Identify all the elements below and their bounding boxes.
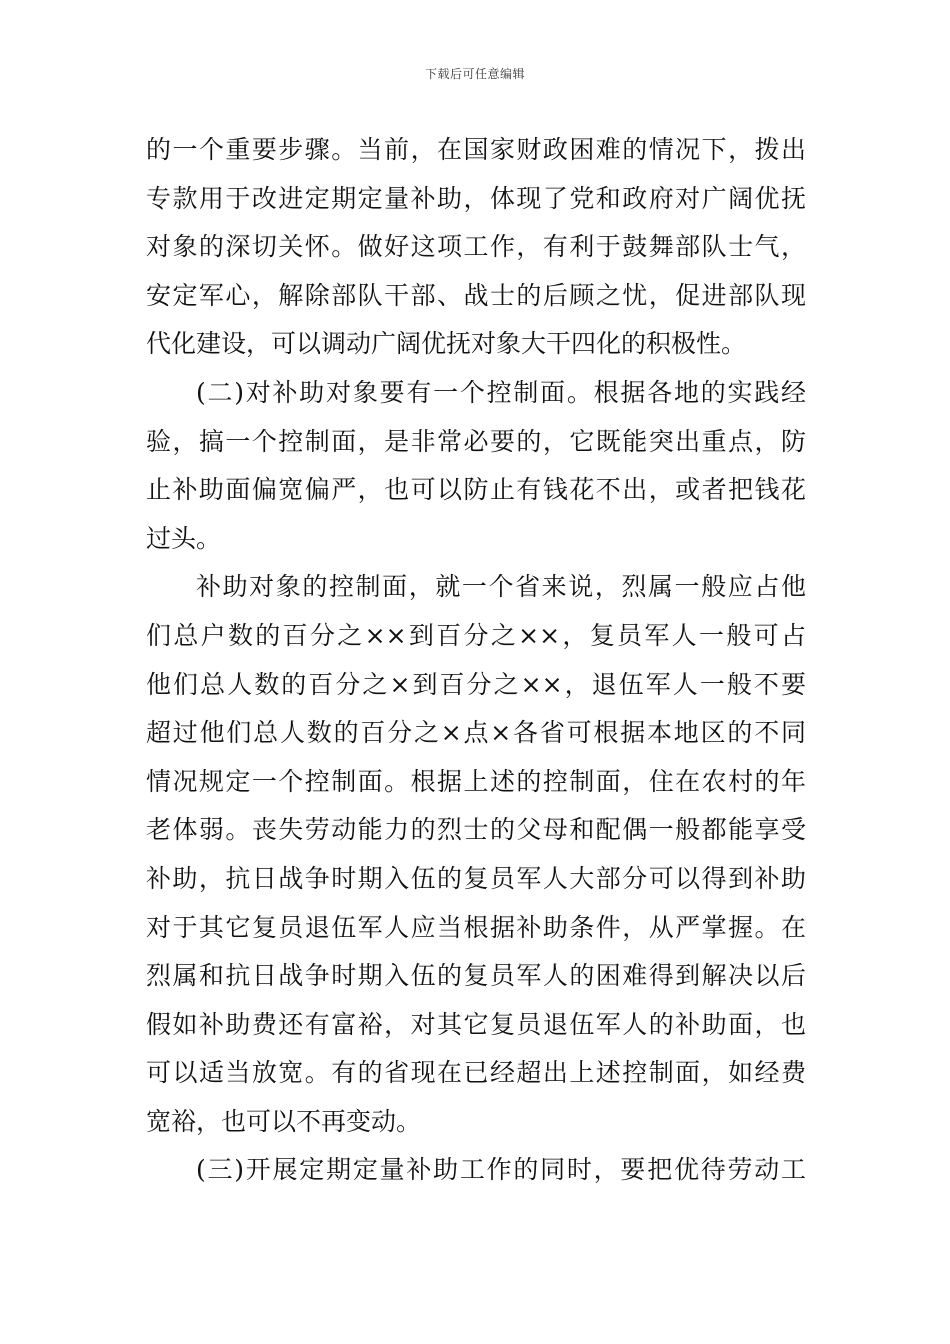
document-body: [146, 126, 806, 1195]
text-line: 代化建设，可以调动广阔优抚对象大干四化的积极性。: [146, 329, 747, 359]
text-line: 们总户数的百分之××到百分之××，复员军人一般可占: [146, 620, 806, 650]
text-line: 老体弱。丧失劳动能力的烈士的父母和配偶一般都能享受: [146, 815, 806, 845]
text-line: 假如补助费还有富裕，对其它复员退伍军人的补助面，也: [146, 1009, 806, 1039]
text-line: 对象的深切关怀。做好这项工作，有利于鼓舞部队士气，: [146, 232, 806, 262]
text-line: 的一个重要步骤。当前，在国家财政困难的情况下，拨出: [146, 135, 806, 164]
text-line: 补助对象的控制面，就一个省来说，烈属一般应占他: [196, 572, 806, 602]
text-line: 宽裕，也可以不再变动。: [146, 1106, 422, 1136]
text-line: 对于其它复员退伍军人应当根据补助条件，从严掌握。在: [146, 912, 806, 942]
paragraph: [146, 126, 806, 369]
text-line: 专款用于改进定期定量补助，体现了党和政府对广阔优抚: [146, 183, 806, 213]
text-line: 止补助面偏宽偏严，也可以防止有钱花不出，或者把钱花: [146, 475, 806, 505]
text-line: 验，搞一个控制面，是非常必要的，它既能突出重点，防: [146, 426, 806, 456]
text-line: (三)开展定期定量补助工作的同时，要把优待劳动工: [196, 1155, 806, 1185]
paragraph: [146, 563, 806, 1146]
text-line: 可以适当放宽。有的省现在已经超出上述控制面，如经费: [146, 1058, 806, 1088]
text-line: 他们总人数的百分之×到百分之××，退伍军人一般不要: [146, 669, 806, 699]
paragraph: [146, 1146, 806, 1195]
text-line: 情况规定一个控制面。根据上述的控制面，住在农村的年: [146, 766, 806, 796]
page-header: 下载后可任意编辑: [424, 67, 525, 81]
text-line: 过头。: [146, 523, 222, 553]
paragraph: [146, 369, 806, 563]
text-line: (二)对补助对象要有一个控制面。根据各地的实践经: [196, 377, 806, 407]
text-line: 安定军心，解除部队干部、战士的后顾之忧，促进部队现: [146, 280, 806, 310]
text-line: 烈属和抗日战争时期入伍的复员军人的困难得到解决以后: [146, 961, 806, 991]
text-line: 超过他们总人数的百分之×点×各省可根据本地区的不同: [146, 718, 806, 748]
text-line: 补助，抗日战争时期入伍的复员军人大部分可以得到补助: [146, 863, 806, 893]
